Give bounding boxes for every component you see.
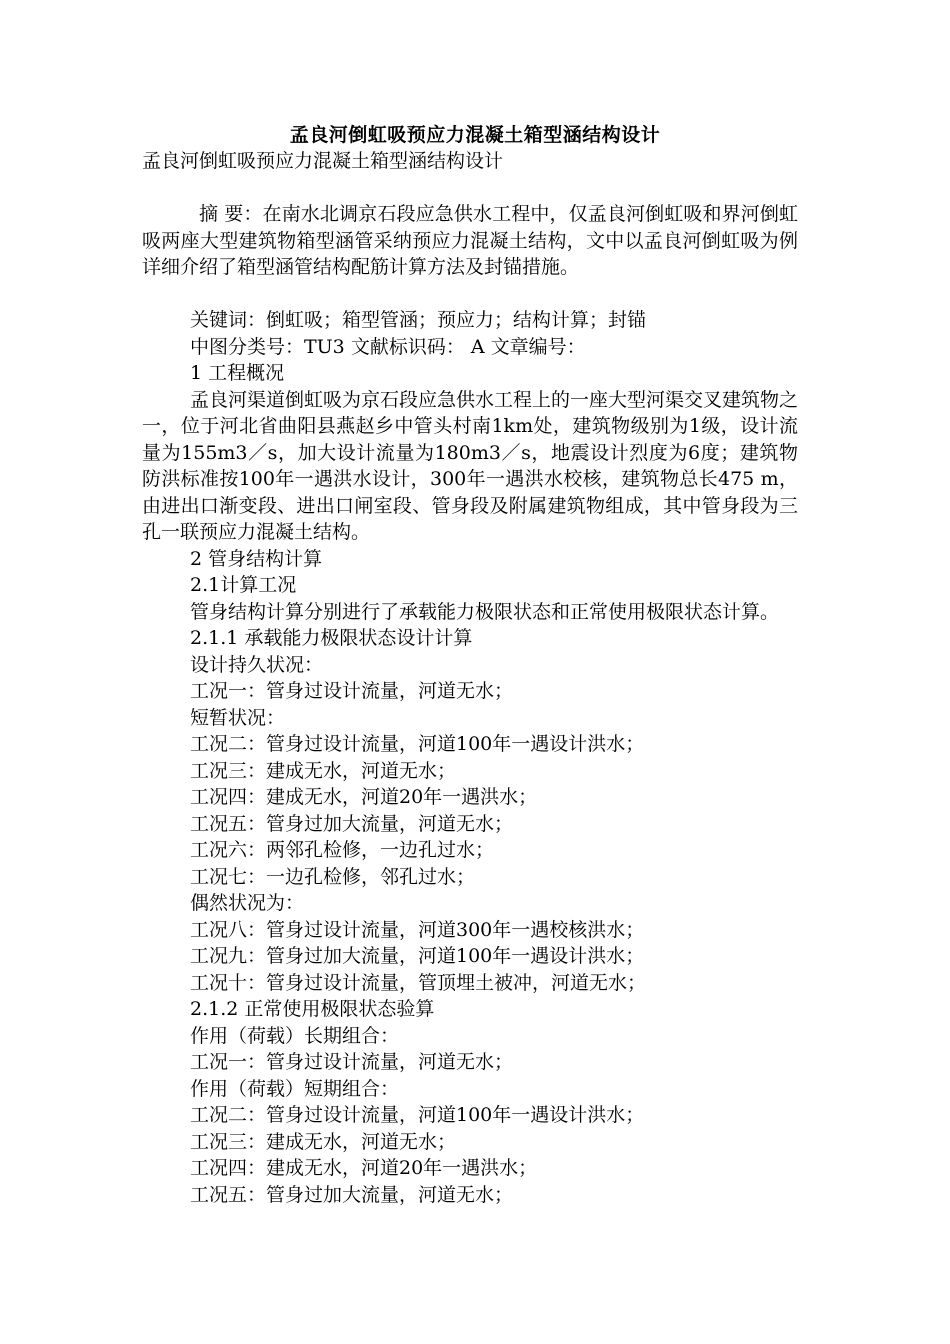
section-heading: 2.1.2 正常使用极限状态验算 <box>190 998 435 1020</box>
document-subtitle: 孟良河倒虹吸预应力混凝土箱型涵结构设计 <box>142 150 504 172</box>
text-line: 偶然状况为： <box>190 892 305 914</box>
abstract-paragraph: 摘 要：在南水北调京石段应急供水工程中，仅孟良河倒虹吸和界河倒虹吸两座大型建筑物箱型涵管采纳预应力混凝土结构，文中以孟良河倒虹吸为例详细介绍了箱型涵管结构配筋计算方法及封锚措施。 <box>142 203 798 278</box>
text-line: 工况三：建成无水，河道无水； <box>190 759 457 782</box>
paragraph: 孟良河渠道倒虹吸为京石段应急供水工程上的一座大型河渠交叉建筑物之一，位于河北省曲阳县燕赵乡中管头村南1km处，建筑物级别为1级，设计流量为155m3／s，加大设计流量为180m3／s，地震设计烈度为6度；建筑物防洪标准按100年一遇洪水设计，300年一遇洪水校核，建筑物总长475 m，由进出口渐变段、进出口闸室段、管身段及附属建筑物组成，其中管身段为三孔一联预应力混凝土结构。 <box>142 388 799 543</box>
text-line: 工况五：管身过加大流量，河道无水； <box>190 812 514 835</box>
text-line: 工况七：一边孔检修，邻孔过水； <box>190 865 476 888</box>
text-line: 短暂状况： <box>190 706 286 729</box>
text-line: 工况十：管身过设计流量，管顶埋土被冲，河道无水； <box>190 971 647 994</box>
text-line: 工况五：管身过加大流量，河道无水； <box>190 1183 514 1206</box>
text-line: 工况四：建成无水，河道20年一遇洪水； <box>190 786 538 808</box>
text-line: 工况六：两邻孔检修，一边孔过水； <box>190 839 495 861</box>
text-line: 工况一：管身过设计流量，河道无水； <box>190 680 514 702</box>
text-line: 设计持久状况： <box>190 653 324 676</box>
text-line: 工况四：建成无水，河道20年一遇洪水； <box>190 1157 538 1179</box>
section-heading: 2.1计算工况 <box>190 574 297 596</box>
text-line: 工况三：建成无水，河道无水； <box>190 1130 457 1153</box>
paragraph: 管身结构计算分别进行了承载能力极限状态和正常使用极限状态计算。 <box>190 600 780 623</box>
text-line: 工况二：管身过设计流量，河道100年一遇设计洪水； <box>190 733 645 755</box>
section-heading: 2 管身结构计算 <box>190 547 323 570</box>
document-title: 孟良河倒虹吸预应力混凝土箱型涵结构设计 <box>289 124 661 146</box>
section-heading: 1 工程概况 <box>190 362 285 384</box>
text-line: 工况一：管身过设计流量，河道无水； <box>190 1051 514 1073</box>
text-line: 作用（荷载）长期组合： <box>190 1024 400 1047</box>
text-line: 作用（荷载）短期组合： <box>190 1077 400 1100</box>
keywords-line: 关键词：倒虹吸；箱型管涵；预应力；结构计算；封锚 <box>190 309 647 331</box>
text-line: 工况九：管身过加大流量，河道100年一遇设计洪水； <box>190 945 645 967</box>
section-heading: 2.1.1 承载能力极限状态设计计算 <box>190 627 473 649</box>
blank-line <box>142 175 798 202</box>
blank-line <box>142 281 798 308</box>
text-line: 工况二：管身过设计流量，河道100年一遇设计洪水； <box>190 1104 645 1126</box>
classification-line: 中图分类号：TU3 文献标识码： A 文章编号： <box>190 335 586 358</box>
document-body <box>142 148 798 1208</box>
text-line: 工况八：管身过设计流量，河道300年一遇校核洪水； <box>190 918 645 941</box>
